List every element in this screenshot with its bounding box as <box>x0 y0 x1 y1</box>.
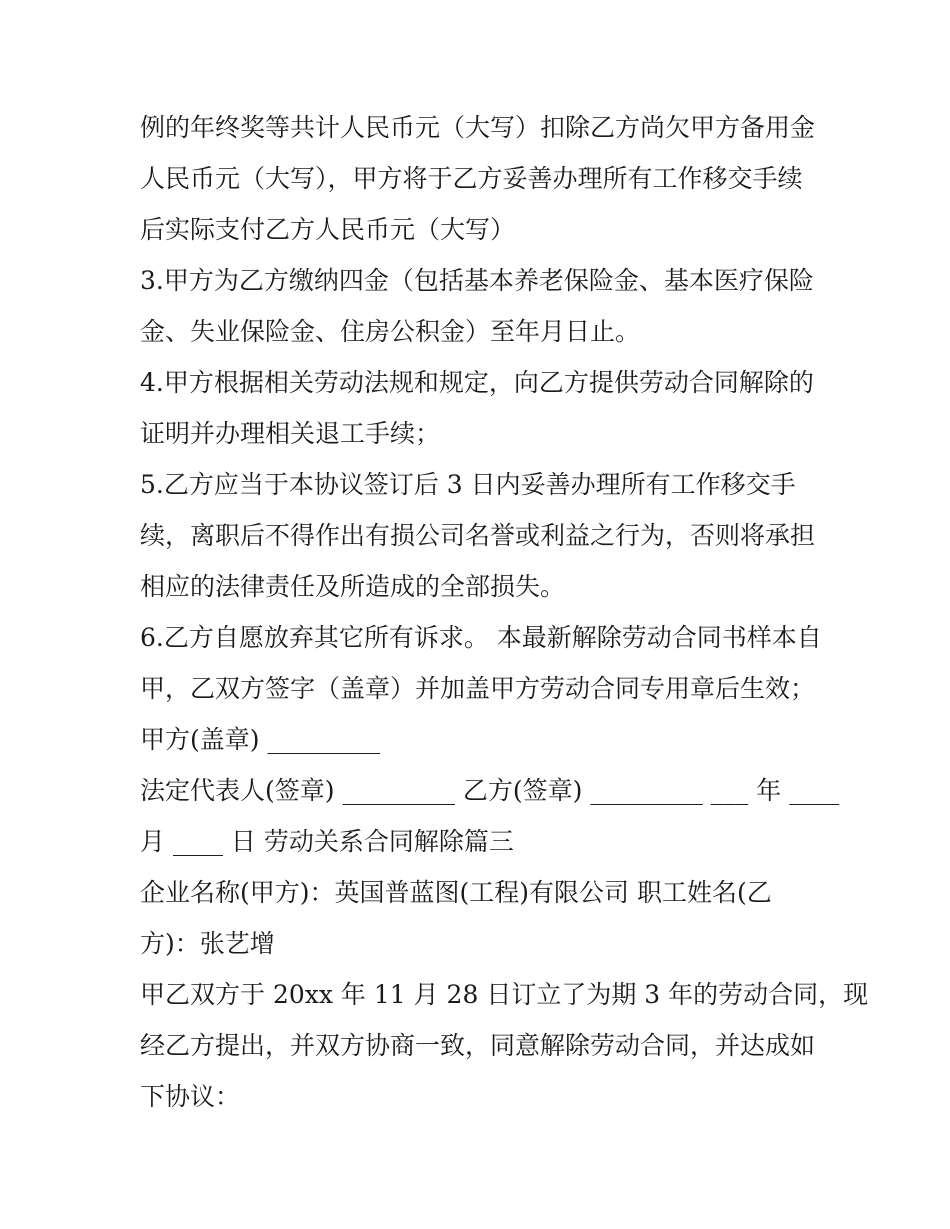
text-line: 甲，乙双方签字（盖章）并加盖甲方劳动合同专用章后生效； <box>140 674 816 703</box>
text-line: 方)：张艺增 <box>140 929 275 958</box>
text-line: 月 ____ 日 劳动关系合同解除篇三 <box>140 827 514 856</box>
text-line: 金、失业保险金、住房公积金）至年月日止。 <box>140 317 641 346</box>
text-line: 3.甲方为乙方缴纳四金（包括基本养老保险金、基本医疗保险 <box>140 266 814 295</box>
text-line: 经乙方提出，并双方协商一致，同意解除劳动合同，并达成如 <box>140 1031 816 1060</box>
document-body <box>140 102 869 1122</box>
text-line: 法定代表人(签章) _________ 乙方(签章) _________ ___ 年 ____ <box>140 776 840 805</box>
text-line: 续，离职后不得作出有损公司名誉或利益之行为，否则将承担 <box>140 521 816 550</box>
text-line: 人民币元（大写），甲方将于乙方妥善办理所有工作移交手续 <box>140 164 803 193</box>
text-line: 下协议： <box>140 1082 241 1111</box>
text-line: 相应的法律责任及所造成的全部损失。 <box>140 572 566 601</box>
text-line: 4.甲方根据相关劳动法规和规定，向乙方提供劳动合同解除的 <box>140 368 814 397</box>
text-line: 企业名称(甲方)：英国普蓝图(工程)有限公司 职工姓名(乙 <box>140 878 772 907</box>
text-line: 5.乙方应当于本协议签订后 3 日内妥善办理所有工作移交手 <box>140 470 796 499</box>
text-line: 例的年终奖等共计人民币元（大写）扣除乙方尚欠甲方备用金 <box>140 113 816 142</box>
text-line: 后实际支付乙方人民币元（大写） <box>140 215 516 244</box>
text-line: 甲方(盖章) _________ <box>140 725 380 754</box>
text-line: 证明并办理相关退工手续； <box>140 419 441 448</box>
text-line: 甲乙双方于 20xx 年 11 月 28 日订立了为期 3 年的劳动合同，现 <box>140 980 869 1009</box>
text-line: 6.乙方自愿放弃其它所有诉求。 本最新解除劳动合同书样本自 <box>140 623 822 652</box>
